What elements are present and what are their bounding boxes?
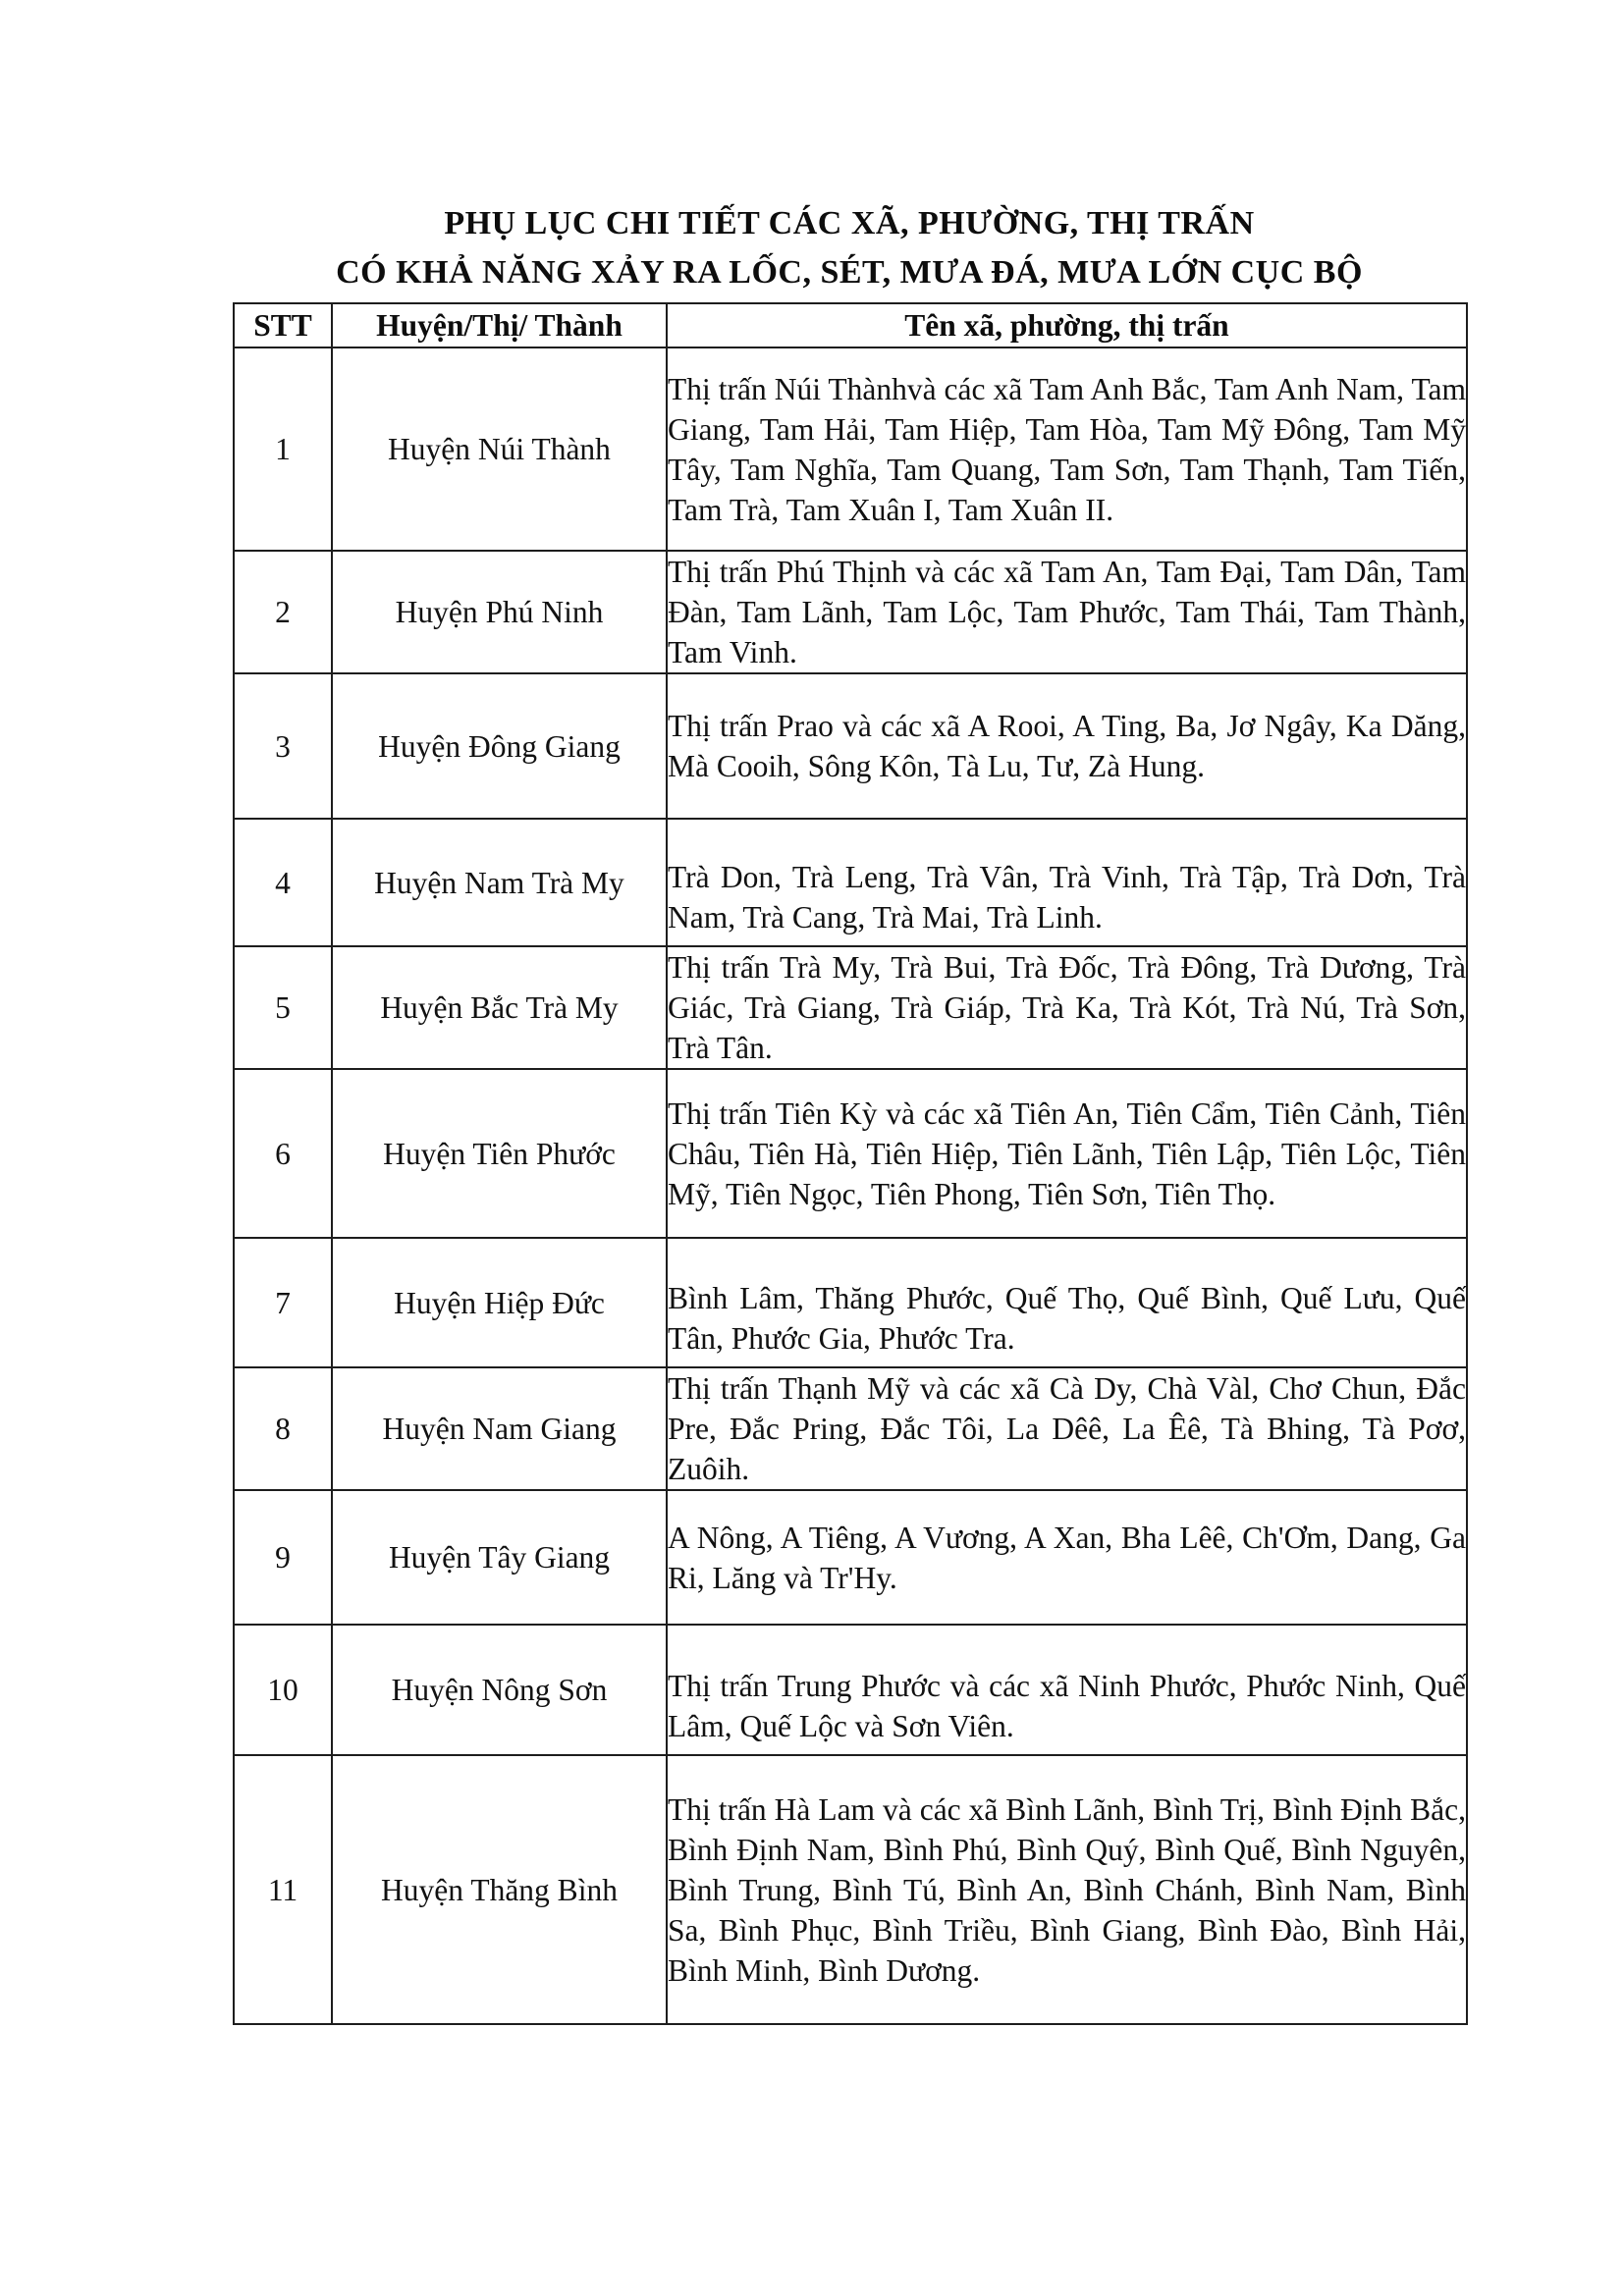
row-number-cell: 3: [234, 673, 332, 819]
district-name-cell: Huyện Thăng Bình: [332, 1755, 667, 2024]
row-number-cell: 6: [234, 1069, 332, 1238]
communes-list-cell: Thị trấn Hà Lam và các xã Bình Lãnh, Bình Trị, Bình Định Bắc, Bình Định Nam, Bình Phú, Bình Quý, Bình Quế, Bình Nguyên, Bình Trung, Bình Tú, Bình An, Bình Chánh, Bình Nam, Bình Sa, Bình Phục, Bình Triều, Bình Giang, Bình Đào, Bình Hải, Bình Minh, Bình Dương.: [667, 1755, 1467, 2024]
column-header-communes: Tên xã, phường, thị trấn: [667, 303, 1467, 347]
district-name-cell: Huyện Hiệp Đức: [332, 1238, 667, 1367]
district-name-cell: Huyện Bắc Trà My: [332, 946, 667, 1069]
district-name-cell: Huyện Nam Giang: [332, 1367, 667, 1490]
row-number-cell: 1: [234, 347, 332, 551]
table-row: [234, 1490, 1467, 1625]
column-header-district: Huyện/Thị/ Thành: [332, 303, 667, 347]
row-number-cell: 8: [234, 1367, 332, 1490]
communes-list-cell: Thị trấn Prao và các xã A Rooi, A Ting, Ba, Jơ Ngây, Ka Dăng, Mà Cooih, Sông Kôn, Tà Lu, Tư, Zà Hung.: [667, 673, 1467, 819]
row-number-cell: 2: [234, 551, 332, 673]
district-name-cell: Huyện Phú Ninh: [332, 551, 667, 673]
table-row: [234, 1625, 1467, 1755]
communes-list-cell: Thị trấn Trà My, Trà Bui, Trà Đốc, Trà Đông, Trà Dương, Trà Giác, Trà Giang, Trà Giáp, Trà Ka, Trà Kót, Trà Nú, Trà Sơn, Trà Tân.: [667, 946, 1467, 1069]
district-name-cell: Huyện Nam Trà My: [332, 819, 667, 946]
table-header-row: [234, 303, 1467, 347]
communes-list-cell: Thị trấn Phú Thịnh và các xã Tam An, Tam Đại, Tam Dân, Tam Đàn, Tam Lãnh, Tam Lộc, Tam Phước, Tam Thái, Tam Thành, Tam Vinh.: [667, 551, 1467, 673]
table-row: [234, 673, 1467, 819]
row-number-cell: 10: [234, 1625, 332, 1755]
table-row: [234, 1367, 1467, 1490]
table-body: [234, 347, 1467, 2024]
district-name-cell: Huyện Núi Thành: [332, 347, 667, 551]
table-row: [234, 1238, 1467, 1367]
table-row: [234, 819, 1467, 946]
table-row: [234, 347, 1467, 551]
communes-list-cell: Trà Don, Trà Leng, Trà Vân, Trà Vinh, Trà Tập, Trà Dơn, Trà Nam, Trà Cang, Trà Mai, Trà Linh.: [667, 819, 1467, 946]
table-row: [234, 946, 1467, 1069]
communes-list-cell: Thị trấn Tiên Kỳ và các xã Tiên An, Tiên Cẩm, Tiên Cảnh, Tiên Châu, Tiên Hà, Tiên Hiệp, Tiên Lãnh, Tiên Lập, Tiên Lộc, Tiên Mỹ, Tiên Ngọc, Tiên Phong, Tiên Sơn, Tiên Thọ.: [667, 1069, 1467, 1238]
document-title: [196, 199, 1502, 297]
column-header-stt: STT: [234, 303, 332, 347]
document-title-line-1: PHỤ LỤC CHI TIẾT CÁC XÃ, PHƯỜNG, THỊ TRẤN: [444, 205, 1255, 241]
communes-list-cell: Thị trấn Núi Thànhvà các xã Tam Anh Bắc, Tam Anh Nam, Tam Giang, Tam Hải, Tam Hiệp, Tam Hòa, Tam Mỹ Đông, Tam Mỹ Tây, Tam Nghĩa, Tam Quang, Tam Sơn, Tam Thạnh, Tam Tiến, Tam Trà, Tam Xuân I, Tam Xuân II.: [667, 347, 1467, 551]
district-name-cell: Huyện Tây Giang: [332, 1490, 667, 1625]
communes-list-cell: Thị trấn Thạnh Mỹ và các xã Cà Dy, Chà Vàl, Chơ Chun, Đắc Pre, Đắc Pring, Đắc Tôi, La Dêê, La Êê, Tà Bhing, Tà Pơơ, Zuôih.: [667, 1367, 1467, 1490]
district-name-cell: Huyện Đông Giang: [332, 673, 667, 819]
row-number-cell: 5: [234, 946, 332, 1069]
district-name-cell: Huyện Tiên Phước: [332, 1069, 667, 1238]
table-row: [234, 551, 1467, 673]
table-row: [234, 1069, 1467, 1238]
row-number-cell: 4: [234, 819, 332, 946]
communes-list-cell: A Nông, A Tiêng, A Vương, A Xan, Bha Lêê, Ch'Ơm, Dang, Ga Ri, Lăng và Tr'Hy.: [667, 1490, 1467, 1625]
row-number-cell: 11: [234, 1755, 332, 2024]
districts-communes-table: [233, 302, 1468, 2025]
communes-list-cell: Thị trấn Trung Phước và các xã Ninh Phước, Phước Ninh, Quế Lâm, Quế Lộc và Sơn Viên.: [667, 1625, 1467, 1755]
table-row: [234, 1755, 1467, 2024]
table-header: [234, 303, 1467, 347]
district-name-cell: Huyện Nông Sơn: [332, 1625, 667, 1755]
communes-list-cell: Bình Lâm, Thăng Phước, Quế Thọ, Quế Bình, Quế Lưu, Quế Tân, Phước Gia, Phước Tra.: [667, 1238, 1467, 1367]
row-number-cell: 9: [234, 1490, 332, 1625]
document-title-line-2: CÓ KHẢ NĂNG XẢY RA LỐC, SÉT, MƯA ĐÁ, MƯA LỚN CỤC BỘ: [336, 254, 1363, 291]
row-number-cell: 7: [234, 1238, 332, 1367]
